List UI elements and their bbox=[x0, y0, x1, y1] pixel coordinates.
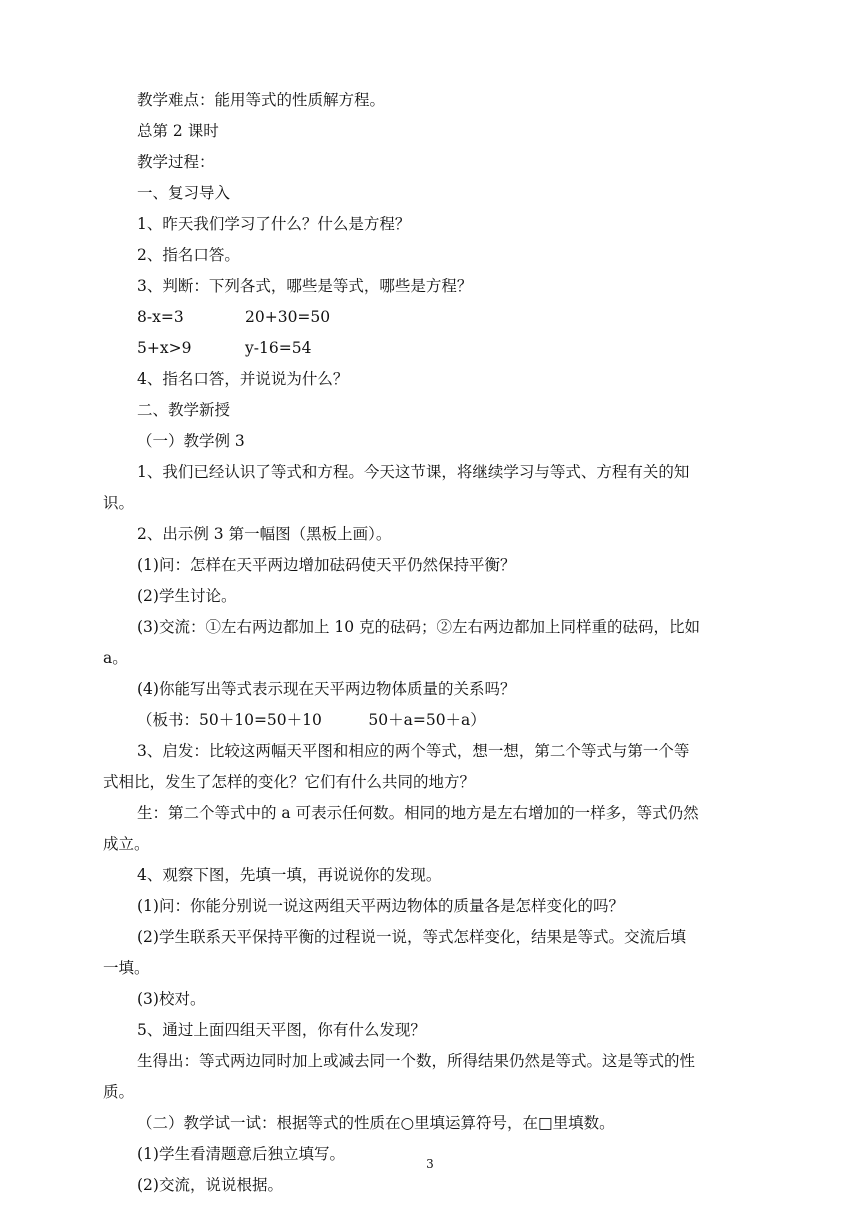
text-line: 3、启发：比较这两幅天平图和相应的两个等式，想一想，第二个等式与第一个等 bbox=[137, 742, 690, 760]
text-line: 2、指名口答。 bbox=[137, 246, 240, 264]
text-line: 式相比，发生了怎样的变化？它们有什么共同的地方？ bbox=[103, 773, 476, 791]
text-line: (1)学生看清题意后独立填写。 bbox=[137, 1145, 345, 1163]
text-line: 一填。 bbox=[103, 959, 150, 977]
section-heading: 一、复习导入 bbox=[137, 184, 231, 202]
equation: 20+30=50 bbox=[245, 308, 331, 326]
page-number: 3 bbox=[426, 1157, 434, 1171]
equation: 5+x>9 bbox=[137, 339, 192, 357]
text-line: 教学难点：能用等式的性质解方程。 bbox=[137, 91, 386, 109]
equation: y-16=54 bbox=[245, 339, 312, 357]
text-line: 成立。 bbox=[103, 835, 150, 853]
text-line: (1)问：怎样在天平两边增加砝码使天平仍然保持平衡？ bbox=[137, 556, 516, 574]
text-line: (3)交流：①左右两边都加上 10 克的砝码；②左右两边都加上同样重的砝码，比如 bbox=[137, 618, 701, 636]
text-line: 1、我们已经认识了等式和方程。今天这节课，将继续学习与等式、方程有关的知 bbox=[137, 463, 690, 481]
text-line: (2)学生联系天平保持平衡的过程说一说，等式怎样变化，结果是等式。交流后填 bbox=[137, 928, 686, 946]
text-line: 识。 bbox=[103, 494, 135, 512]
text-line: 5、通过上面四组天平图，你有什么发现？ bbox=[137, 1021, 426, 1039]
text-line: 4、观察下图，先填一填，再说说你的发现。 bbox=[137, 866, 442, 884]
subsection-heading: （一）教学例 3 bbox=[137, 432, 245, 450]
text-line: 质。 bbox=[103, 1083, 135, 1101]
text-line: 教学过程： bbox=[137, 153, 215, 171]
text-line: 1、昨天我们学习了什么？什么是方程？ bbox=[137, 215, 411, 233]
text-line: （板书：50＋10=50＋10 50＋a=50＋a） bbox=[137, 711, 486, 729]
text-line: 2、出示例 3 第一幅图（黑板上画）。 bbox=[137, 525, 392, 543]
text-line: 生：第二个等式中的 a 可表示任何数。相同的地方是左右增加的一样多，等式仍然 bbox=[137, 804, 699, 822]
text-line: 生得出：等式两边同时加上或减去同一个数，所得结果仍然是等式。这是等式的性 bbox=[137, 1052, 696, 1070]
text-line: (4)你能写出等式表示现在天平两边物体质量的关系吗？ bbox=[137, 680, 516, 698]
equation: 8-x=3 bbox=[137, 308, 184, 326]
text-line: (3)校对。 bbox=[137, 990, 206, 1008]
subsection-heading: （二）教学试一试：根据等式的性质在○里填运算符号，在□里填数。 bbox=[137, 1114, 615, 1132]
section-heading: 二、教学新授 bbox=[137, 401, 231, 419]
text-line: a。 bbox=[103, 649, 128, 667]
text-line: 4、指名口答，并说说为什么？ bbox=[137, 370, 349, 388]
text-line: 总第 2 课时 bbox=[137, 122, 219, 140]
text-line: (2)学生讨论。 bbox=[137, 587, 237, 605]
text-line: 3、判断：下列各式，哪些是等式，哪些是方程？ bbox=[137, 277, 473, 295]
text-line: (1)问：你能分别说一说这两组天平两边物体的质量各是怎样变化的吗？ bbox=[137, 897, 624, 915]
text-line: (2)交流，说说根据。 bbox=[137, 1176, 283, 1194]
